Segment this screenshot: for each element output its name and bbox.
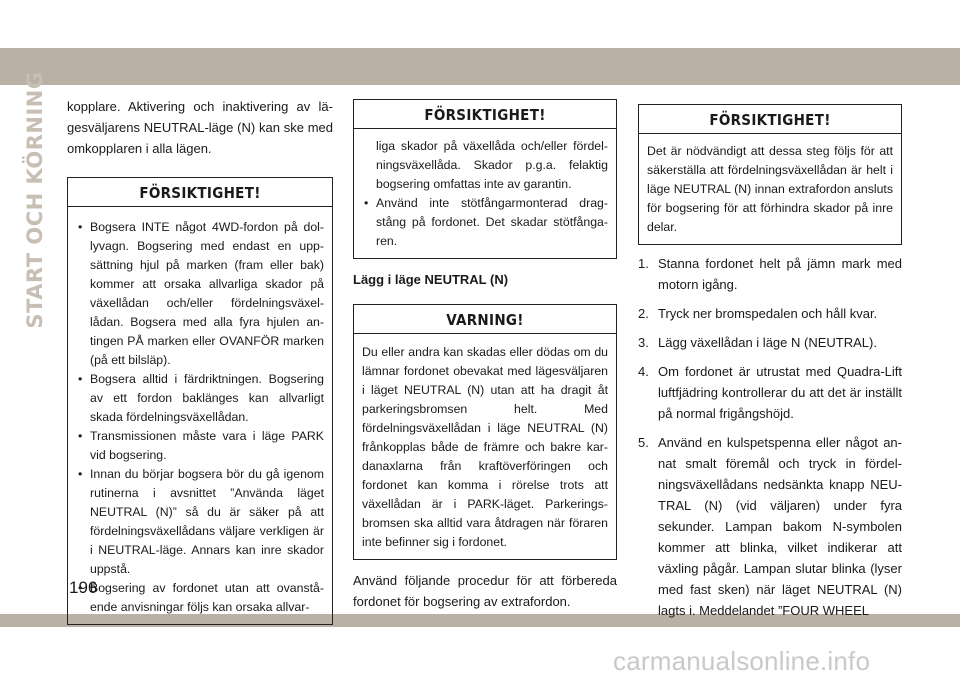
caution-item: • Använd inte stötfångarmonterad dragstång på fordonet. Det skadar stötfångaren. bbox=[362, 194, 608, 251]
caution-heading: FÖRSIKTIGHET! bbox=[68, 178, 332, 207]
section-heading: Lägg i läge NEUTRAL (N) bbox=[353, 272, 509, 287]
caution-item: • Bogsera alltid i färdriktningen. Bogsering av ett fordon baklänges kan allvarligt skada fördelningsväxellådan. bbox=[76, 370, 324, 427]
warning-heading: VARNING! bbox=[354, 305, 616, 334]
warning-box bbox=[353, 304, 617, 560]
page-number: 196 bbox=[69, 578, 98, 597]
caution-list bbox=[362, 194, 608, 251]
step-item: 3. Lägg växellådan i läge N (NEUTRAL). bbox=[638, 335, 877, 350]
caution-heading: FÖRSIKTIGHET! bbox=[354, 100, 616, 129]
caution-box-3 bbox=[638, 104, 902, 245]
section-side-title: START OCH KÖRNING bbox=[23, 71, 47, 329]
caution-item: • Transmissionen måste vara i läge PARK vid bogsering. bbox=[76, 427, 324, 465]
warning-text: Du eller andra kan skadas eller dödas om du lämnar fordonet obevakat med lägesväljaren i läget NEUTRAL (N) utan att ha dragit åt parkeringsbromsen helt. Med fördelningsväxellådan i läge NEUTRAL (N) frånkopplas både de främre och bakre kardanaxlarna från kraftöverföringen och fordonet kan komma i rörelse trots att växellådan är i PARK-läget. Parkeringsbromsen ska alltid vara åtdragen när föraren inte befinner sig i fordonet. bbox=[362, 345, 608, 549]
step-item: 1. Stanna fordonet helt på jämn mark med motorn igång. bbox=[638, 256, 902, 292]
caution-item: • Bogsera INTE något 4WD-fordon på dollyvagn. Bogsering med endast en uppsättning hjul på marken (fram eller bak) kommer att orsaka allvarliga skador på växellådan och/eller fördelningsväxellådan. Bogsera med alla fyra hjulen antingen PÅ marken eller OVANFÖR marken (på ett bilsläp). bbox=[76, 218, 324, 370]
intro-paragraph: kopplare. Aktivering och inaktivering av lägesväljarens NEUTRAL-läge (N) kan ske med omkopplaren i alla lägen. bbox=[67, 99, 333, 156]
column-3 bbox=[638, 104, 902, 629]
procedure-paragraph: Använd följande procedur för att förbereda fordonet för bogsering av extrafordon. bbox=[353, 573, 617, 609]
step-item: 4. Om fordonet är utrustat med Quadra-Lift luftfjädring kontrollerar du att det är inställt på normal frigångshöjd. bbox=[638, 364, 902, 421]
caution-item: • Bogsering av fordonet utan att ovanstående anvisningar följs kan orsaka allvar- bbox=[76, 579, 324, 617]
procedure-steps bbox=[638, 253, 902, 621]
caution-heading: FÖRSIKTIGHET! bbox=[639, 105, 901, 134]
caution-list bbox=[76, 218, 324, 617]
watermark-text: carmanualsonline.info bbox=[613, 646, 871, 676]
column-1 bbox=[67, 96, 333, 625]
step-item: 5. Använd en kulspetspenna eller något annat smalt föremål och tryck in fördelningsväxellådans nedsänkta knapp NEUTRAL (N) (vid väljaren) under fyra sekunder. Lampan bakom N-symbolen kommer att blinka, vilket indikerar att växling pågår. Lampan slutar blinka (lyser med fast sken) när läget NEUTRAL (N) lagts i. Meddelandet ”FOUR WHEEL bbox=[638, 435, 902, 618]
caution-box-1 bbox=[67, 177, 333, 625]
caution-box-2 bbox=[353, 99, 617, 259]
header-band bbox=[0, 48, 960, 85]
caution-item: • Innan du börjar bogsera bör du gå igenom rutinerna i avsnittet ”Använda läget NEUTRAL (N)” så du är säker på att fördelningsväxellådans väljare verkligen är i NEUTRAL-läge. Annars kan inre skador uppstå. bbox=[76, 465, 324, 579]
caution-text: Det är nödvändigt att dessa steg följs för att säkerställa att fördelningsväxellådan är helt i läge NEUTRAL (N) innan extrafordon ansluts för bogsering för att förhindra skador på inre delar. bbox=[647, 144, 893, 234]
caution-continued: liga skador på växellåda och/eller fördelningsväxellåda. Skador p.g.a. felaktig bogsering omfattas inte av garantin. bbox=[376, 139, 608, 191]
column-2 bbox=[353, 99, 617, 612]
step-item: 2. Tryck ner bromspedalen och håll kvar. bbox=[638, 306, 878, 321]
